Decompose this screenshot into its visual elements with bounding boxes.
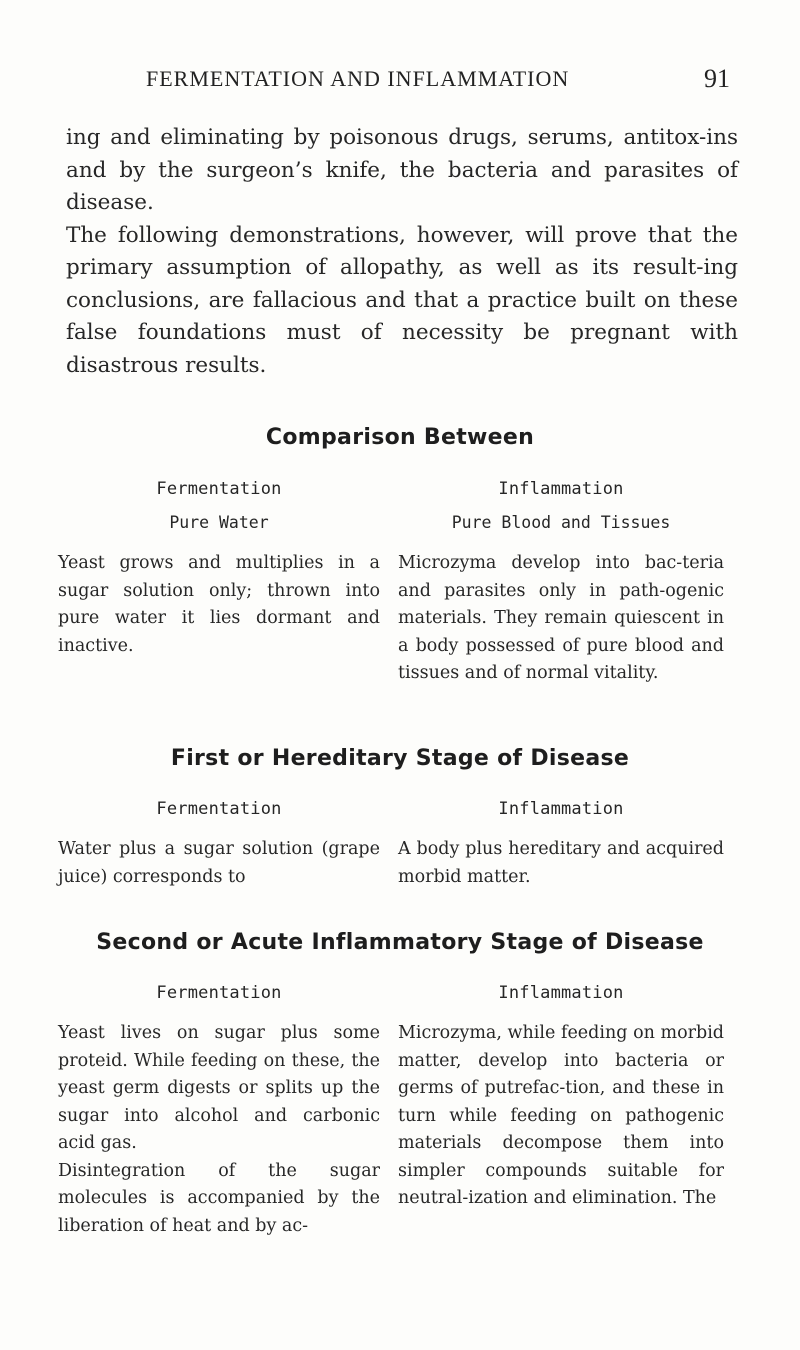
page-number: 91 <box>704 64 730 93</box>
column-subheading: Pure Blood and Tissues <box>451 513 671 532</box>
column-text-continued: Disintegration of the sugar molecules is accompanied by the liberation of heat and by ac- <box>58 1160 380 1236</box>
column-heading: Inflammation <box>498 983 624 1003</box>
column-text: Yeast grows and multiplies in a sugar solution only; thrown into pure water it lies dormant and inactive. <box>58 553 380 656</box>
column-heading: Inflammation <box>498 479 624 499</box>
column-heading: Fermentation <box>156 799 282 819</box>
comparison-left-column <box>58 476 380 660</box>
intro-text <box>66 122 738 382</box>
second-stage-left-column <box>58 980 380 1240</box>
first-stage-right-column <box>398 796 724 891</box>
column-text: A body plus hereditary and acquired morbid matter. <box>398 839 724 887</box>
running-head: FERMENTATION AND INFLAMMATION <box>146 66 570 91</box>
column-text: Microzyma, while feeding on morbid matter, develop into bacteria or germs of putrefac-tion, and these in turn while feeding on pathogenic materials decompose them into simpler compounds suitable for neutral-ization and elimination. The <box>398 1023 724 1208</box>
column-text: Water plus a sugar solution (grape juice) corresponds to <box>58 839 380 887</box>
column-text: Yeast lives on sugar plus some proteid. While feeding on these, the yeast germ digests or splits up the sugar into alcohol and carbonic acid gas. <box>58 1023 380 1153</box>
column-subheading: Pure Water <box>169 513 269 532</box>
second-stage-right-column <box>398 980 724 1213</box>
section-heading-comparison: Comparison Between <box>265 425 535 450</box>
column-heading: Fermentation <box>156 479 282 499</box>
section-heading-second-stage: Second or Acute Inflammatory Stage of Disease <box>96 930 704 955</box>
section-heading-first-stage: First or Hereditary Stage of Disease <box>170 746 630 771</box>
column-heading: Fermentation <box>156 983 282 1003</box>
first-stage-left-column <box>58 796 380 891</box>
column-heading: Inflammation <box>498 799 624 819</box>
intro-paragraph-1: ing and eliminating by poisonous drugs, serums, antitox-ins and by the surgeon’s knife, the bacteria and parasites of disease. <box>66 125 738 215</box>
column-text: Microzyma develop into bac-teria and parasites only in path-ogenic materials. They remain quiescent in a body possessed of pure blood and tissues and of normal vitality. <box>398 553 724 683</box>
intro-paragraph-2: The following demonstrations, however, will prove that the primary assumption of allopathy, as well as its result-ing conclusions, are fallacious and that a practice built on these false foundations must of necessity be pregnant with disastrous results. <box>66 222 738 378</box>
comparison-right-column <box>398 476 724 688</box>
